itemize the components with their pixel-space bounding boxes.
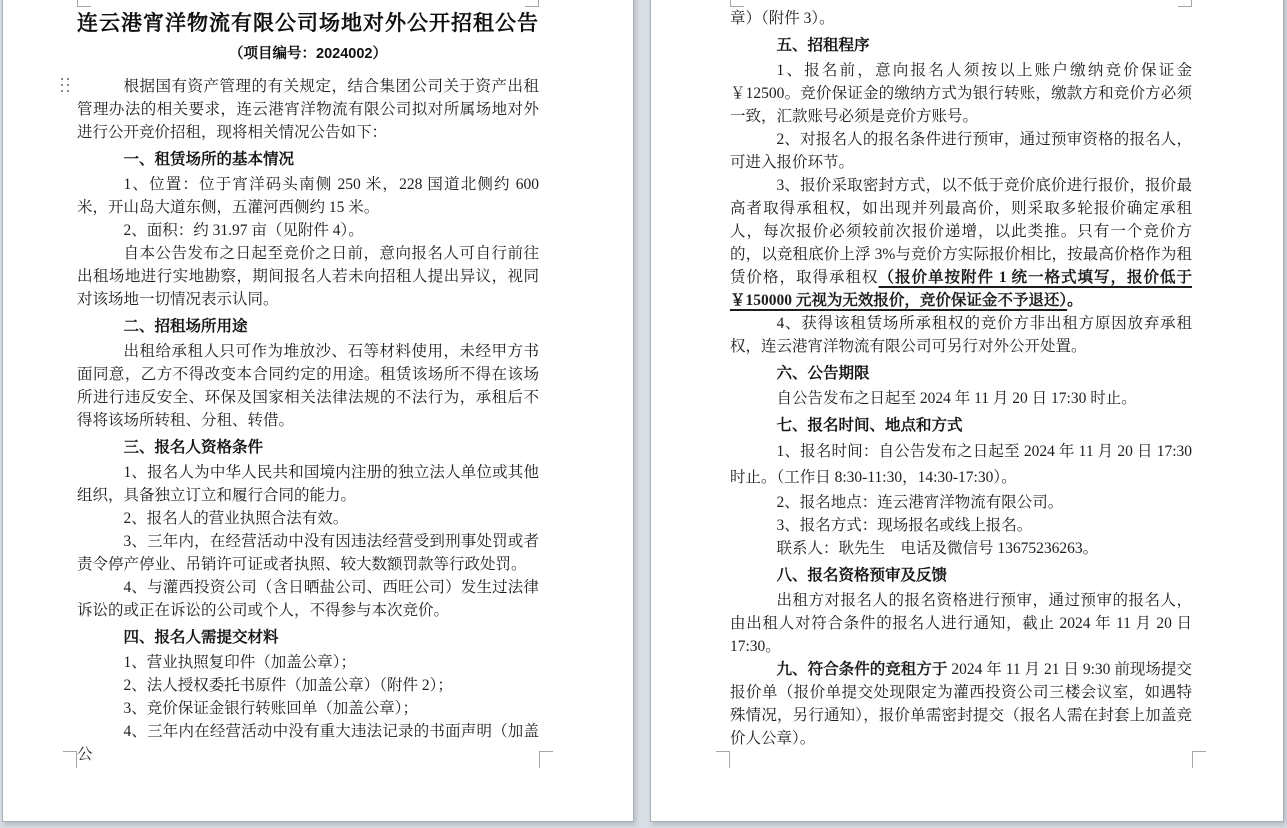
paragraph: 1、报名时间：自公告发布之日起至 2024 年 11 月 20 日 17:30 时止。（工作日 8:30-11:30，14:30-17:30）。 [730, 443, 1192, 486]
paragraph: 1、位置：位于宵洋码头南侧 250 米，228 国道北侧约 600 米，开山岛大道东侧，五灌河西侧约 15 米。 [77, 176, 539, 216]
paragraph: 根据国有资产管理的有关规定，结合集团公司关于资产出租管理办法的相关要求，连云港宵洋物流有限公司拟对所属场地对外进行公开竞价招租，现将相关情况公告如下： [77, 78, 539, 141]
crop-mark-bottom-left [63, 751, 77, 768]
section-heading: 四、报名人需提交材料 [123, 629, 279, 646]
text-run: 3、报价采取密封方式，以不低于竞价底价进行报价，报价最高者取得承租权，如出现并列最高价，则采取多轮报价确定承租人，每次报价必须较前次报价递增，以此类推。只有一个竞价方的，以竞租底价上浮 3%与竞价方实际报价相比，按最高价格作为租赁价格，取得承租权 [730, 177, 1192, 286]
paragraph: 自公告发布之日起至 2024 年 11 月 20 日 17:30 时止。 [776, 390, 1137, 407]
paragraph [730, 174, 1192, 312]
paragraph: 1、营业执照复印件（加盖公章）； [123, 654, 357, 671]
paragraph: 2、对报名人的报名条件进行预审，通过预审资格的报名人，可进入报价环节。 [730, 131, 1192, 171]
crop-mark-bottom-right [539, 751, 553, 768]
page-1[interactable] [2, 0, 634, 822]
section-heading: 二、招租场所用途 [123, 318, 248, 335]
paragraph: 1、报名前，意向报名人须按以上账户缴纳竞价保证金￥12500。竞价保证金的缴纳方式为银行转账，缴款方和竞价方必须一致，汇款账号必须是竞价方账号。 [730, 62, 1192, 125]
paragraph: 章）（附件 3）。 [730, 10, 835, 27]
paragraph: 联系人：耿先生 电话及微信号 13675236263。 [776, 540, 1099, 557]
page-1-content [77, 7, 539, 766]
crop-mark-bottom-right [1192, 751, 1206, 768]
paragraph: 3、竞价保证金银行转账回单（加盖公章）； [123, 700, 419, 717]
paragraph: 4、三年内在经营活动中没有重大违法记录的书面声明（加盖公 [77, 723, 539, 763]
paragraph: 出租给承租人只可作为堆放沙、石等材料使用，未经甲方书面同意，乙方不得改变本合同约定的用途。租赁该场所不得在该场所进行违反安全、环保及国家相关法律法规的不法行为，承租后不得将该场所转租、分租、转借。 [77, 343, 539, 429]
page-2-content [730, 7, 1192, 750]
paragraph: 4、与灌西投资公司（含日晒盐公司、西旺公司）发生过法律诉讼的或正在诉讼的公司或个人，不得参与本次竞价。 [77, 579, 539, 619]
text-run: 2024 年 11 月 21 日 9:30 前现场提交报价单（报价单提交处现限定为灌西投资公司三楼会议室，如遇特殊情况，另行通知），报价单需密封提交（报名人需在封套上加盖竞价人公章）。 [730, 661, 1192, 747]
text-run: 。 [1067, 292, 1083, 309]
project-number: （项目编号：2024002） [229, 46, 387, 62]
drag-handle-icon[interactable] [61, 78, 63, 80]
section-heading: 三、报名人资格条件 [123, 439, 264, 456]
text-run: 九、符合条件的竞租方于 [776, 661, 948, 678]
document-title: 连云港宵洋物流有限公司场地对外公开招租公告 [77, 12, 539, 35]
crop-mark-top-right [525, 0, 539, 7]
section-heading: 六、公告期限 [776, 365, 870, 382]
paragraph: 1、报名人为中华人民共和国境内注册的独立法人单位或其他组织，具备独立订立和履行合同的能力。 [77, 464, 539, 504]
page-2[interactable] [650, 0, 1284, 822]
paragraph: 3、三年内，在经营活动中没有因违法经营受到刑事处罚或者责令停产停业、吊销许可证或者执照、较大数额罚款等行政处罚。 [77, 533, 539, 573]
section-heading: 八、报名资格预审及反馈 [776, 567, 948, 584]
section-heading: 七、报名时间、地点和方式 [776, 417, 963, 434]
paragraph: 4、获得该租赁场所承租权的竞价方非出租方原因放弃承租权，连云港宵洋物流有限公司可另行对外公开处置。 [730, 315, 1192, 355]
paragraph: 2、报名地点：连云港宵洋物流有限公司。 [776, 494, 1064, 511]
paragraph: 2、面积：约 31.97 亩（见附件 4）。 [123, 222, 364, 239]
paragraph [730, 658, 1192, 750]
paragraph: 2、法人授权委托书原件（加盖公章）（附件 2）； [123, 677, 453, 694]
crop-mark-top-right [1178, 0, 1192, 7]
crop-mark-top-left [77, 0, 91, 7]
section-heading: 五、招租程序 [776, 37, 870, 54]
crop-mark-bottom-left [716, 751, 730, 768]
section-heading: 一、租赁场所的基本情况 [123, 151, 295, 168]
paragraph: 自本公告发布之日起至竞价之日前，意向报名人可自行前往出租场地进行实地勘察，期间报名人若未向招租人提出异议，视同对该场地一切情况表示认同。 [77, 245, 539, 308]
paragraph: 3、报名方式：现场报名或线上报名。 [776, 517, 1033, 534]
paragraph: 出租方对报名人的报名资格进行预审，通过预审的报名人，由出租人对符合条件的报名人进行通知，截止 2024 年 11 月 20 日 17:30。 [730, 592, 1192, 655]
text-run: （报价单按附件 1 统一格式填写，报价低于￥150000 元视为无效报价，竞价保证金不予退还） [730, 269, 1192, 309]
paragraph: 2、报名人的营业执照合法有效。 [123, 510, 349, 527]
crop-mark-top-left [730, 0, 744, 7]
